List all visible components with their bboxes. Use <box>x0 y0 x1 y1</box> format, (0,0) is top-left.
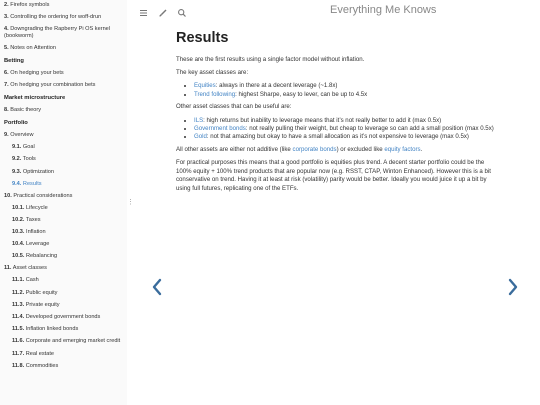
sidebar-item-label: Basic theory <box>10 107 42 114</box>
sidebar-item[interactable] <box>0 202 127 214</box>
sidebar-item-number: 10.4. <box>12 241 25 248</box>
all-other-paragraph <box>176 146 498 155</box>
sidebar-item-number: 10. <box>4 192 12 199</box>
sidebar-item-label: Commodities <box>25 362 59 369</box>
sidebar-item[interactable] <box>0 348 127 360</box>
sidebar-item[interactable] <box>0 166 127 178</box>
sidebar-item-label: Real estate <box>25 350 54 357</box>
sidebar-item-number: 11. <box>4 265 12 272</box>
sidebar-item[interactable] <box>0 12 127 24</box>
sidebar-item[interactable] <box>0 312 127 324</box>
sidebar-item[interactable] <box>0 178 127 190</box>
sidebar-item-number: 11.2. <box>12 289 25 296</box>
sidebar-item-number: 9.3. <box>12 168 22 175</box>
menu-bar <box>133 0 540 22</box>
sidebar-part-title: Betting <box>4 57 24 64</box>
sidebar-item-number: 4. <box>4 25 9 32</box>
other-assets-lead: Other asset classes that can be useful are: <box>176 103 292 111</box>
sidebar-item-label: Leverage <box>26 241 50 248</box>
sidebar-item-label: Asset classes <box>12 265 47 272</box>
sidebar-item-label: Firefox symbols <box>10 2 50 9</box>
sidebar-item[interactable] <box>0 263 127 275</box>
sidebar-item[interactable] <box>0 299 127 311</box>
sidebar-item-number: 8. <box>4 107 9 114</box>
key-asset-list <box>194 82 498 98</box>
sidebar-item[interactable] <box>0 275 127 287</box>
sidebar-item[interactable] <box>0 43 127 55</box>
sidebar-item-number: 10.5. <box>12 253 25 260</box>
book-title: Everything Me Knows <box>330 4 437 16</box>
sidebar-item-label: On hedging your bets <box>10 70 64 77</box>
sidebar-item-number: 2. <box>4 2 9 9</box>
sidebar-item[interactable] <box>0 68 127 80</box>
sidebar-item-number: 11.8. <box>12 362 25 369</box>
sidebar-item-number: 9.2. <box>12 156 22 163</box>
asset-class-link[interactable]: Gold <box>194 132 207 140</box>
sidebar-part-title: Market microstructure <box>4 94 66 101</box>
sidebar-item-label: Downgrading the Rapberry Pi OS kernel (bookworm) <box>4 25 111 40</box>
sidebar-part-title: Portfolio <box>4 119 28 126</box>
sidebar-item-number: 10.2. <box>12 216 25 223</box>
sidebar-item[interactable] <box>0 191 127 203</box>
sidebar-item[interactable] <box>0 215 127 227</box>
chevron-right-icon <box>506 276 520 298</box>
sidebar-item[interactable] <box>0 142 127 154</box>
sidebar-chapter-list <box>0 0 127 373</box>
sidebar-item-number: 11.6. <box>12 338 25 345</box>
sidebar-item-number: 6. <box>4 70 9 77</box>
asset-description: : always in there at a decent leverage (~1.8x) <box>215 82 338 90</box>
intro-paragraph: These are the first results using a single factor model without inflation. <box>176 56 365 63</box>
sidebar-item-label: Controlling the ordering for woff-drun <box>10 13 102 20</box>
sidebar-item-label: Results <box>22 180 42 187</box>
asset-description: : not that amazing but okay to have a small allocation as it’s not expensive to leverage (max 0.5x) <box>206 132 469 140</box>
asset-description: : not really pulling their weight, but cheap to leverage so can add a small position (max 0.5x) <box>245 124 494 132</box>
sidebar-item-label: Tools <box>22 156 36 163</box>
asset-description: : high returns but inability to leverage means that it’s not really better to add it (max 0.5x) <box>203 116 442 124</box>
asset-list-item <box>194 133 498 141</box>
sidebar-item-label: On hedging your combination bets <box>10 81 96 88</box>
sidebar-item-label: Practical considerations <box>13 192 73 199</box>
sidebar-item-number: 7. <box>4 81 9 88</box>
asset-description: : highest Sharpe, easy to lever, can be up to 4.5x <box>235 90 368 98</box>
asset-class-link[interactable]: ILS <box>194 116 204 124</box>
practical-paragraph: For practical purposes this means that a good portfolio is equities plus trend. A decent starter portfolio could be the 100% equity + 100% trend products that are popular now (e.g. RSST, CTAP, Winton Enhanced). However this is a bit conservative on trend. Having it at least at risk (volatility) parity would be better. Ideally you would juice it up a bit by using full futures, replicating one of the ETFs. <box>176 158 491 192</box>
menu-icon[interactable] <box>139 5 149 15</box>
sidebar-item-label: Goal <box>22 144 35 151</box>
sidebar-item[interactable] <box>0 360 127 372</box>
sidebar-item-number: 10.3. <box>12 229 25 236</box>
asset-class-link[interactable]: Trend following <box>194 90 236 98</box>
sidebar-item-label: Private equity <box>25 301 60 308</box>
sidebar-item[interactable] <box>0 0 127 12</box>
asset-list-item <box>194 117 498 125</box>
sidebar-item[interactable] <box>0 227 127 239</box>
sidebar-item[interactable] <box>0 251 127 263</box>
sidebar-item-label: Inflation linked bonds <box>25 326 79 333</box>
sidebar <box>0 0 127 405</box>
sidebar-item-number: 11.4. <box>12 313 25 320</box>
previous-chapter-button[interactable] <box>150 276 164 298</box>
sidebar-item-number: 11.3. <box>12 301 25 308</box>
brush-icon[interactable] <box>158 5 168 15</box>
sidebar-item-label: Corporate and emerging market credit <box>25 338 121 345</box>
sidebar-item-label: Notes on Attention <box>10 44 56 51</box>
other-asset-list <box>194 117 498 142</box>
sidebar-item-number: 11.5. <box>12 326 25 333</box>
sidebar-item-label: Overview <box>10 132 34 139</box>
sidebar-resize-handle[interactable]: ⋮ <box>127 199 134 206</box>
sidebar-item-label: Inflation <box>26 229 46 236</box>
sidebar-item-label: Optimization <box>22 168 54 175</box>
sidebar-item-number: 5. <box>4 44 9 51</box>
sidebar-item[interactable] <box>0 287 127 299</box>
page-title: Results <box>176 30 229 46</box>
all-other-text: ) or excluded like <box>336 145 385 153</box>
main-content <box>176 30 498 198</box>
asset-class-link[interactable]: Government bonds <box>194 124 246 132</box>
key-assets-lead: The key asset classes are: <box>176 69 249 77</box>
all-other-text: All other assets are either not additive (like <box>176 145 293 153</box>
equity-factors-link[interactable]: equity factors <box>384 145 421 153</box>
sidebar-item-number: 10.1. <box>12 204 25 211</box>
sidebar-item-number: 9.4. <box>12 180 22 187</box>
sidebar-item-number: 11.1. <box>12 277 25 284</box>
asset-class-link[interactable]: Equities <box>194 82 216 90</box>
asset-list-item <box>194 125 498 133</box>
search-icon[interactable] <box>177 5 187 15</box>
sidebar-item-label: Cash <box>25 277 39 284</box>
sidebar-item[interactable] <box>0 105 127 117</box>
sidebar-item-label: Public equity <box>25 289 58 296</box>
sidebar-item[interactable] <box>0 80 127 92</box>
sidebar-item-number: 3. <box>4 13 9 20</box>
sidebar-item-label: Lifecycle <box>26 204 48 211</box>
sidebar-item-label: Developed government bonds <box>25 313 101 320</box>
sidebar-item[interactable] <box>0 130 127 142</box>
all-other-text: . <box>420 145 423 153</box>
sidebar-item-label: Taxes <box>25 216 41 223</box>
sidebar-item[interactable] <box>0 336 127 348</box>
next-chapter-button[interactable] <box>506 276 520 298</box>
asset-list-item <box>194 82 498 90</box>
sidebar-item-number: 9. <box>4 132 9 139</box>
chevron-left-icon <box>150 276 164 298</box>
sidebar-item[interactable] <box>0 239 127 251</box>
sidebar-item[interactable] <box>0 154 127 166</box>
sidebar-item[interactable] <box>0 324 127 336</box>
sidebar-item-number: 11.7. <box>12 350 25 357</box>
sidebar-item-number: 9.1. <box>12 144 22 151</box>
sidebar-item-label: Rebalancing <box>26 253 58 260</box>
sidebar-item[interactable] <box>0 24 127 43</box>
corporate-bonds-link[interactable]: corporate bonds <box>292 145 337 153</box>
asset-list-item <box>194 91 498 99</box>
